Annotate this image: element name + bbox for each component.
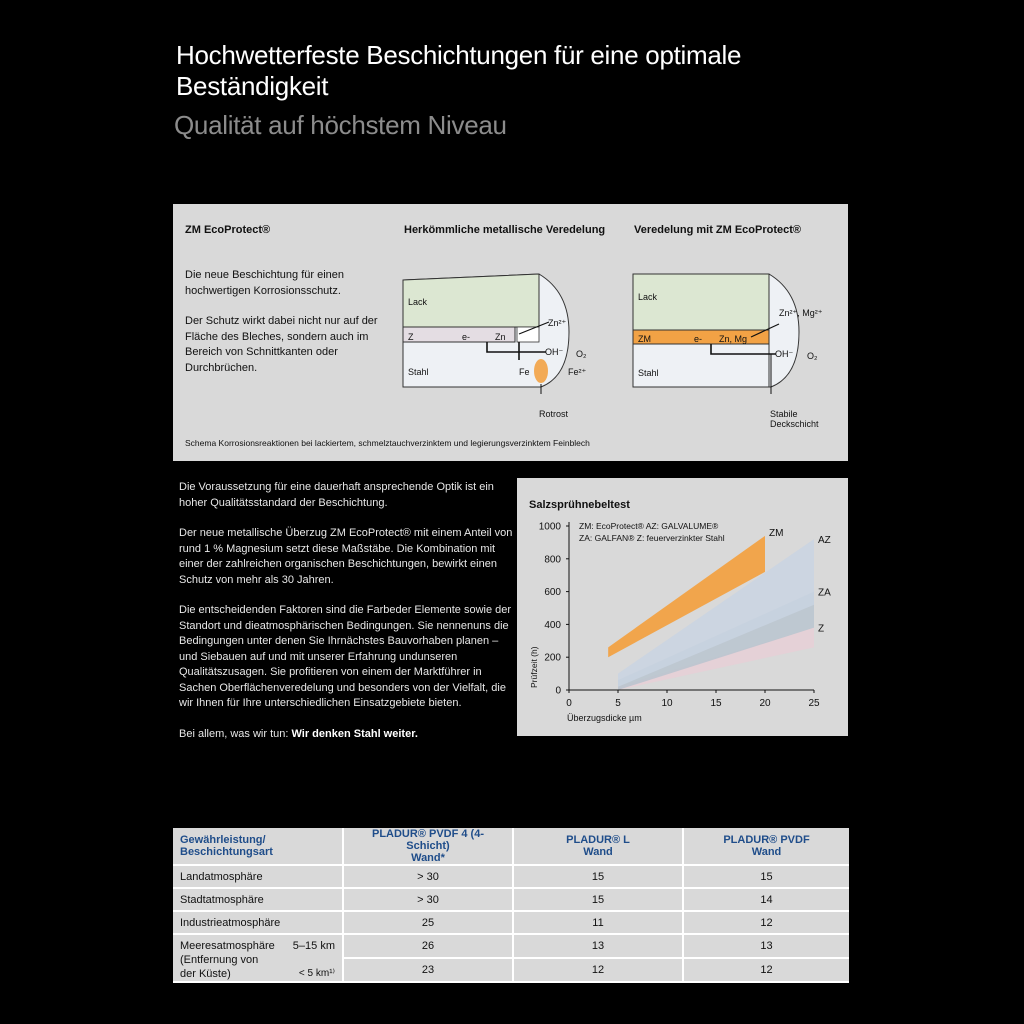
- page-title: Hochwetterfeste Beschichtungen für eine optimale Beständigkeit: [176, 40, 742, 101]
- y-tick-label: 0: [555, 685, 561, 697]
- body-lead: Bei allem, was wir tun:: [179, 727, 292, 740]
- table-cell: Industrieatmosphäre: [173, 911, 343, 934]
- y-tick-label: 600: [544, 587, 561, 599]
- left-zn-label: Zn: [495, 332, 506, 342]
- right-znmg-label: Zn, Mg: [719, 334, 748, 344]
- table-header-cell: PLADUR® PVDF Wand: [683, 828, 849, 865]
- chart-legend-line: ZM: EcoProtect® AZ: GALVALUME®: [579, 521, 719, 531]
- salt-spray-chart: [517, 478, 848, 736]
- left-stahl-label: Stahl: [408, 367, 429, 377]
- table-row: [173, 934, 849, 958]
- left-oh-label: OH⁻: [545, 347, 564, 357]
- table-cell: 12: [513, 958, 683, 982]
- left-e-label: e-: [462, 332, 471, 342]
- right-e-label: e-: [694, 334, 703, 344]
- x-tick-label: 0: [566, 698, 572, 709]
- right-zn2mg2-label: Zn²⁺, Mg²⁺: [779, 308, 823, 318]
- right-oh-label: OH⁻: [775, 349, 794, 359]
- y-tick-label: 200: [544, 652, 561, 664]
- body-paragraph-2: Der neue metallische Überzug ZM EcoProtect® mit einem Anteil von rund 1 % Magnesium setzt diese Maßstäbe. Die Kombination mit einer der zahlreichen organischen Beschichtungen, bewirkt einen Schutz von mehr als 30 Jahren.: [179, 527, 513, 586]
- table-cell: 15: [683, 865, 849, 888]
- series-label-zm: ZM: [769, 527, 784, 539]
- left-z-label: Z: [408, 332, 414, 342]
- page-subtitle: Qualität auf höchstem Niveau: [174, 110, 507, 140]
- right-o2-label: O₂: [807, 351, 818, 361]
- left-rotrost-label: Rotrost: [539, 409, 569, 419]
- table-header-row: [173, 828, 849, 865]
- series-label-z: Z: [818, 623, 825, 635]
- body-paragraph-3: Die entscheidenden Faktoren sind die Farbeder Elemente sowie der Standort und dieatmosphärischen Bedingungen. Sie nennenuns die Bedingungen unter denen Sie Ihrnächstes Bauvorhaben planen –und Siebauen auf und mit unserer Erfahrung undunseren Qualitätszusagen. Sie profitieren von einem der Marktführer in Sachen Oberflächenveredelung und besonders von der Vielfalt, die wir Ihnen für Ihre unterschiedlichen Einsatzgebiete bieten.: [179, 604, 512, 709]
- y-tick-label: 400: [544, 619, 561, 631]
- table-cell: 12: [683, 911, 849, 934]
- table-cell: 11: [513, 911, 683, 934]
- panel-heading-mid: Herkömmliche metallische Veredelung: [404, 224, 606, 236]
- panel-heading-right: Veredelung mit ZM EcoProtect®: [634, 224, 802, 236]
- table-cell: 23: [343, 958, 513, 982]
- table-cell: 12: [683, 958, 849, 982]
- x-tick-label: 15: [710, 698, 722, 709]
- panel-caption: Schema Korrosionsreaktionen bei lackiertem, schmelztauchverzinktem und legierungsverzinktem Feinblech: [185, 438, 590, 448]
- table-cell: 13: [513, 934, 683, 958]
- x-axis-label: Überzugsdicke µm: [567, 713, 642, 723]
- y-tick-label: 800: [544, 554, 561, 566]
- x-tick-label: 5: [615, 698, 621, 709]
- x-tick-label: 10: [661, 698, 673, 709]
- table-cell: > 30: [343, 865, 513, 888]
- x-tick-label: 25: [808, 698, 820, 709]
- x-tick-label: 20: [759, 698, 771, 709]
- table-header-cell: PLADUR® L Wand: [513, 828, 683, 865]
- table-cell: 25: [343, 911, 513, 934]
- table-row: [173, 865, 849, 888]
- table-header-cell: PLADUR® PVDF 4 (4-Schicht) Wand*: [343, 828, 513, 865]
- table-cell: 13: [683, 934, 849, 958]
- series-label-az: AZ: [818, 535, 831, 547]
- table-header-cell: Gewährleistung/ Beschichtungsart: [173, 828, 343, 865]
- y-axis-label: Prüfzeit (h): [529, 646, 539, 688]
- left-lack-label: Lack: [408, 297, 428, 307]
- left-fe-label: Fe: [519, 367, 530, 377]
- chart-title: Salzsprühnebeltest: [529, 499, 630, 511]
- table-cell: Landatmosphäre: [173, 865, 343, 888]
- left-zn2-label: Zn²⁺: [548, 318, 567, 328]
- table-cell: 14: [683, 888, 849, 911]
- panel-text-2: Der Schutz wirkt dabei nicht nur auf der Fläche des Bleches, sondern auch im Bereich von Schnittkanten oder Durchbrüchen.: [185, 315, 378, 374]
- warranty-table: [173, 828, 849, 983]
- body-slogan: Wir denken Stahl weiter.: [291, 727, 418, 740]
- body-paragraph-4: [179, 727, 514, 743]
- panel-heading-left: ZM EcoProtect®: [185, 224, 271, 236]
- left-fe2-label: Fe²⁺: [568, 367, 587, 377]
- y-tick-label: 1000: [538, 521, 561, 533]
- right-zm-label: ZM: [638, 334, 651, 344]
- right-deckschicht-label: Stabile Deckschicht: [770, 409, 819, 429]
- table-cell: > 30: [343, 888, 513, 911]
- table-row: [173, 888, 849, 911]
- right-stahl-label: Stahl: [638, 368, 659, 378]
- table-cell: 26: [343, 934, 513, 958]
- series-label-za: ZA: [818, 587, 831, 599]
- left-o2-label: O₂: [576, 349, 587, 359]
- chart-legend-line: ZA: GALFAN® Z: feuerverzinkter Stahl: [579, 533, 725, 543]
- table-cell-sea: Meeresatmosphäre 5–15 km (Entfernung von der Küste) < 5 km¹⁾: [173, 934, 343, 982]
- panel-text-1: Die neue Beschichtung für einen hochwertigen Korrosionsschutz.: [185, 269, 344, 297]
- body-paragraph-1: Die Voraussetzung für eine dauerhaft ansprechende Optik ist ein hoher Qualitätsstandard der Beschichtung.: [179, 481, 494, 509]
- table-cell: 15: [513, 865, 683, 888]
- chart-panel: [517, 478, 848, 736]
- table-cell: Stadtatmosphäre: [173, 888, 343, 911]
- table-row: [173, 911, 849, 934]
- right-lack-label: Lack: [638, 292, 658, 302]
- corrosion-panel: [173, 204, 848, 461]
- table-cell: 15: [513, 888, 683, 911]
- body-text: [179, 480, 514, 757]
